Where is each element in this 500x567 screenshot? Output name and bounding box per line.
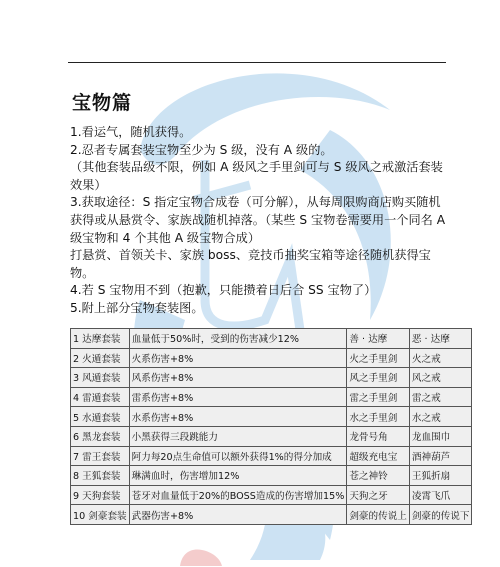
set-effect-cell: 阿力每20点生命值可以额外获得1%的得分加成: [129, 446, 347, 466]
treasure-set-table-body: [71, 329, 472, 525]
paragraph-2: 2.忍者专属套装宝物至少为 S 级，没有 A 级的。: [70, 142, 333, 157]
treasure-2-cell: 恶 · 达摩: [409, 329, 472, 349]
table-row: [71, 505, 472, 525]
table-row: [71, 368, 472, 388]
treasure-2-cell: 酒神葫芦: [409, 446, 472, 466]
paragraph-1: 1.看运气，随机获得。: [70, 125, 192, 139]
treasure-2-cell: 凌霄飞爪: [409, 485, 472, 505]
treasure-2-cell: 王狐折扇: [409, 466, 472, 486]
paragraph-7: 5.附上部分宝物套装图。: [70, 300, 204, 315]
table-row: [71, 329, 472, 349]
set-effect-cell: 苍牙对血量低于20%的BOSS造成的伤害增加15%: [129, 485, 347, 505]
treasure-1-cell: 善 · 达摩: [347, 329, 410, 349]
treasure-2-cell: 火之戒: [409, 348, 472, 368]
table-row: [71, 485, 472, 505]
table-row: [71, 387, 472, 407]
header-rule: [68, 62, 446, 63]
set-name-cell: 9 天狗套装: [71, 485, 130, 505]
set-name-cell: 6 黑龙套装: [71, 426, 130, 446]
set-effect-cell: 水系伤害+8%: [129, 407, 347, 427]
treasure-1-cell: 雷之手里剑: [347, 387, 410, 407]
set-name-cell: 8 王狐套装: [71, 466, 130, 486]
set-name-cell: 5 水遁套装: [71, 407, 130, 427]
set-name-cell: 3 风遁套装: [71, 368, 130, 388]
treasure-1-cell: 火之手里剑: [347, 348, 410, 368]
treasure-1-cell: 风之手里剑: [347, 368, 410, 388]
set-name-cell: 1 达摩套装: [71, 329, 130, 349]
table-row: [71, 407, 472, 427]
set-name-cell: 10 剑豪套装: [71, 505, 130, 525]
table-row: [71, 348, 472, 368]
body-text: [70, 124, 448, 318]
set-effect-cell: 血量低于50%时，受到的伤害减少12%: [129, 329, 347, 349]
table-row: [71, 446, 472, 466]
treasure-1-cell: 水之手里剑: [347, 407, 410, 427]
treasure-2-cell: 剑豪的传说下: [409, 505, 472, 525]
paragraph-3: （其他套装品级不限，例如 A 级风之手里剑可与 S 级风之戒激活套装效果）: [70, 160, 443, 192]
treasure-1-cell: 剑豪的传说上: [347, 505, 410, 525]
treasure-1-cell: 龙骨号角: [347, 426, 410, 446]
treasure-2-cell: 龙血围巾: [409, 426, 472, 446]
treasure-2-cell: 雷之戒: [409, 387, 472, 407]
set-effect-cell: 琳满血时，伤害增加12%: [129, 466, 347, 486]
set-effect-cell: 小黑获得三段跳能力: [129, 426, 347, 446]
set-effect-cell: 雷系伤害+8%: [129, 387, 347, 407]
set-effect-cell: 武器伤害+8%: [129, 505, 347, 525]
treasure-1-cell: 超级充电宝: [347, 446, 410, 466]
paragraph-4: 3.获取途径：S 指定宝物合成卷（可分解），从每周限购商店购买随机获得或从悬赏令、家族战随机掉落。（某些 S 宝物卷需要用一个同名 A 级宝物和 4 个其他 A 级宝物合成）: [70, 195, 446, 245]
set-effect-cell: 火系伤害+8%: [129, 348, 347, 368]
paragraph-6: 4.若 S 宝物用不到（抱歉，只能攒着日后合 SS 宝物了）: [70, 283, 377, 298]
set-effect-cell: 风系伤害+8%: [129, 368, 347, 388]
set-name-cell: 2 火遁套装: [71, 348, 130, 368]
treasure-2-cell: 水之戒: [409, 407, 472, 427]
treasure-2-cell: 风之戒: [409, 368, 472, 388]
table-row: [71, 426, 472, 446]
section-title: 宝物篇: [72, 92, 133, 114]
treasure-set-table: [70, 328, 472, 525]
paragraph-5: 打悬赏、首领关卡、家族 boss、竞技币抽奖宝箱等途径随机获得宝物。: [70, 248, 431, 280]
set-name-cell: 7 雷王套装: [71, 446, 130, 466]
set-name-cell: 4 雷遁套装: [71, 387, 130, 407]
treasure-1-cell: 苍之神铃: [347, 466, 410, 486]
treasure-1-cell: 天狗之牙: [347, 485, 410, 505]
table-row: [71, 466, 472, 486]
